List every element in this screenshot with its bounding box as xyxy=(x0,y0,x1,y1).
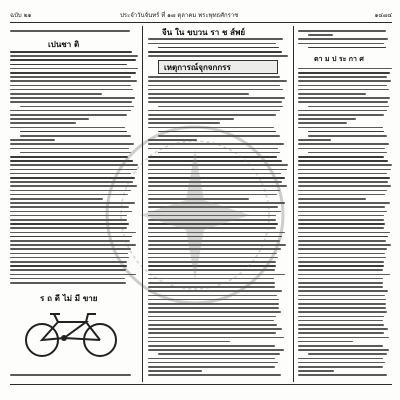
text-line xyxy=(298,332,384,334)
text-line xyxy=(148,332,276,334)
text-line xyxy=(298,190,387,192)
text-line xyxy=(20,106,134,108)
text-line xyxy=(298,38,388,40)
text-line xyxy=(10,139,55,141)
text-line xyxy=(148,311,281,313)
text-line xyxy=(148,337,284,339)
text-line xyxy=(298,345,383,347)
text-line xyxy=(148,97,285,99)
column-3-banner: ตา ม ป ระ กา ศ xyxy=(314,55,364,63)
text-line xyxy=(298,374,387,376)
text-line xyxy=(298,282,383,284)
text-line xyxy=(298,202,390,204)
text-line xyxy=(298,328,388,330)
column-2-banner: จีน ใน ขบวน รา ช ส์พย์ xyxy=(162,28,246,37)
text-line xyxy=(298,223,385,225)
text-line xyxy=(148,362,278,364)
column-2-headline: เหตุการณ์จุกจกกรร xyxy=(164,63,231,72)
text-line xyxy=(10,76,131,78)
text-line xyxy=(10,122,76,124)
issue-number: ฉบับ ๒๑ xyxy=(10,12,32,19)
ad-title: ร ถ ดี ไม่ มี ขาย xyxy=(40,294,98,303)
text-line xyxy=(298,366,383,368)
text-line xyxy=(298,265,384,267)
text-line xyxy=(298,370,334,372)
text-line xyxy=(148,374,281,376)
text-line xyxy=(298,43,384,45)
text-line xyxy=(148,366,275,368)
text-line xyxy=(298,68,392,70)
text-line xyxy=(10,85,131,87)
text-line xyxy=(298,169,391,171)
page-number: ๑๔๗๔ xyxy=(374,12,392,19)
text-line xyxy=(10,101,132,103)
text-line xyxy=(298,89,389,91)
text-line xyxy=(298,341,353,343)
text-line xyxy=(298,232,390,234)
text-line xyxy=(298,290,388,292)
text-line xyxy=(298,278,383,280)
text-line xyxy=(298,139,331,141)
text-line xyxy=(148,110,280,112)
text-line xyxy=(148,55,288,57)
text-line xyxy=(298,253,385,255)
text-line xyxy=(148,43,276,45)
text-line xyxy=(10,80,137,82)
text-line xyxy=(10,93,102,95)
text-line xyxy=(10,198,103,200)
text-line xyxy=(148,93,249,95)
text-line xyxy=(158,47,279,49)
text-line xyxy=(298,349,389,351)
header-rule xyxy=(10,22,392,23)
text-line xyxy=(148,101,282,103)
footer-rule xyxy=(10,384,392,385)
text-line xyxy=(298,164,392,166)
text-line xyxy=(298,148,385,150)
text-line xyxy=(298,93,366,95)
column-divider-2 xyxy=(293,26,294,382)
text-line xyxy=(298,215,384,217)
text-line xyxy=(298,324,384,326)
text-line xyxy=(148,358,275,360)
text-line xyxy=(298,173,387,175)
text-line xyxy=(298,316,384,318)
text-line xyxy=(158,353,280,355)
text-line xyxy=(158,106,283,108)
text-line xyxy=(298,244,391,246)
text-line xyxy=(148,345,275,347)
text-line xyxy=(298,240,386,242)
text-line xyxy=(298,198,366,200)
text-line xyxy=(10,118,89,120)
round-seal-watermark xyxy=(100,120,290,310)
text-line xyxy=(298,177,390,179)
text-line xyxy=(10,110,131,112)
text-line xyxy=(298,261,384,263)
text-line xyxy=(298,114,384,116)
text-line xyxy=(148,76,280,78)
text-line xyxy=(298,257,386,259)
text-line xyxy=(10,97,135,99)
text-line xyxy=(148,341,230,343)
text-line xyxy=(298,97,390,99)
text-line xyxy=(298,156,384,158)
issue-date: ประจำวันจันทร์ ที่ ๑๗ ตุลาคม พระพุทธศักราช xyxy=(120,12,239,19)
text-line xyxy=(308,131,384,133)
text-line xyxy=(298,236,388,238)
text-line xyxy=(308,34,333,36)
text-line xyxy=(298,30,386,32)
text-line xyxy=(298,72,390,74)
text-line xyxy=(298,358,383,360)
text-line xyxy=(298,227,384,229)
text-line xyxy=(148,38,283,40)
text-line xyxy=(298,110,387,112)
text-line xyxy=(298,320,383,322)
page-header xyxy=(10,8,392,20)
text-line xyxy=(148,328,282,330)
text-line xyxy=(148,80,287,82)
text-line xyxy=(148,85,280,87)
text-line xyxy=(298,85,387,87)
text-line xyxy=(298,122,347,124)
column-3-text xyxy=(298,26,392,386)
text-line xyxy=(298,274,390,276)
text-line xyxy=(298,269,383,271)
text-line xyxy=(298,295,385,297)
text-line xyxy=(10,30,130,32)
text-line xyxy=(298,362,385,364)
text-line xyxy=(308,47,386,49)
column-3 xyxy=(298,26,392,382)
text-line xyxy=(298,206,385,208)
text-line xyxy=(298,211,387,213)
text-line xyxy=(10,51,132,53)
text-line xyxy=(298,80,391,82)
text-line xyxy=(298,303,386,305)
column-1-title: เปนชา ติ xyxy=(48,40,80,49)
text-line xyxy=(298,76,387,78)
text-line xyxy=(308,135,387,137)
text-line xyxy=(10,72,136,74)
text-line xyxy=(10,114,127,116)
text-line xyxy=(298,127,383,129)
text-line xyxy=(10,64,127,66)
text-line xyxy=(298,101,388,103)
text-line xyxy=(298,286,383,288)
text-line xyxy=(298,181,388,183)
text-line xyxy=(308,353,387,355)
text-line xyxy=(298,160,388,162)
text-line xyxy=(148,320,274,322)
text-line xyxy=(10,374,131,376)
text-line xyxy=(298,307,386,309)
text-line xyxy=(298,337,389,339)
text-line xyxy=(10,89,133,91)
text-line xyxy=(298,143,389,145)
text-line xyxy=(148,316,276,318)
text-line xyxy=(148,89,283,91)
text-line xyxy=(298,311,387,313)
text-line xyxy=(148,370,202,372)
bicycle-icon xyxy=(22,308,122,360)
text-line xyxy=(10,68,138,70)
text-line xyxy=(148,51,282,53)
text-line xyxy=(148,349,284,351)
text-line xyxy=(10,59,136,61)
text-line xyxy=(298,118,356,120)
text-line xyxy=(308,106,389,108)
text-line xyxy=(10,55,138,57)
text-line xyxy=(298,248,387,250)
text-line xyxy=(148,114,276,116)
text-line xyxy=(298,299,386,301)
text-line xyxy=(298,185,391,187)
text-line xyxy=(148,324,277,326)
text-line xyxy=(308,152,387,154)
text-line xyxy=(298,219,384,221)
text-line xyxy=(298,194,385,196)
